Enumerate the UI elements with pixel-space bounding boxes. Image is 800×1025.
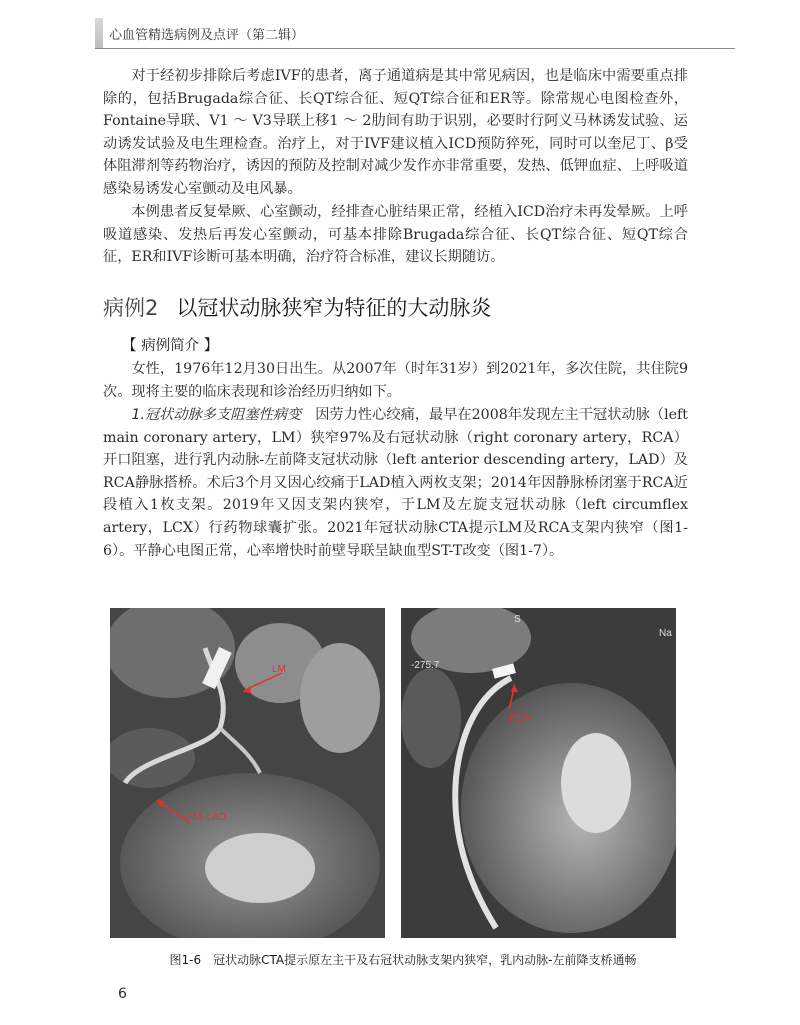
page-number: 6 (118, 986, 127, 1002)
cta-image-right (401, 608, 676, 938)
figure-caption: 图1-6 冠状动脉CTA提示原左主干及右冠状动脉支架内狭窄，乳内动脉-左前降支桥通畅 (169, 953, 637, 967)
page-header (95, 18, 735, 49)
label-lima-lad: LIMA-LAD (180, 812, 227, 823)
running-header-title: 心血管精选病例及点评（第二辑） (109, 28, 305, 43)
cta-right-graphic (401, 608, 676, 938)
case-number: 病例2 (103, 296, 159, 320)
label-s: S (514, 614, 521, 625)
label-lm: LM (272, 664, 286, 675)
label-na: Na (659, 628, 672, 639)
paragraph-ivf-discussion: 对于经初步排除后考虑IVF的患者，离子通道病是其中常见病因，也是临床中需要重点排除的，包括Brugada综合征、长QT综合征、短QT综合征和ER等。除常规心电图检查外，Fontaine导联、V1 ～ V3导联上移1 ～ 2肋间有助于识别，必要时行阿义马林诱发试验、运动诱发试验及电生理检查。治疗上，对于IVF建议植入ICD预防猝死，同时可以奎尼丁、β受体阻滞剂等药物治疗，诱因的预防及控制对减少发作亦非常重要，发热、低钾血症、上呼吸道感染易诱发心室颤动及电风暴。 (103, 68, 688, 197)
case-title: 以冠状动脉狭窄为特征的大动脉炎 (176, 296, 492, 320)
cta-image-left (110, 608, 385, 938)
case-heading (103, 292, 491, 322)
header-accent-bar (95, 18, 103, 48)
cta-left-graphic (110, 608, 385, 938)
item1-text: 因劳力性心绞痛，最早在2008年发现左主干冠状动脉（left main coronary artery，LM）狭窄97%及右冠状动脉（right coronary artery，RCA）开口阻塞，进行乳内动脉-左前降支冠状动脉（left anterior descending artery，LAD）及RCA静脉搭桥。术后3个月又因心绞痛于LAD植入两枚支架；2014年因静脉桥闭塞于RCA近段植入1枚支架。2019年又因支架内狭窄，于LM及左旋支冠状动脉（left circumflex artery，LCX）行药物球囊扩张。2021年冠状动脉CTA提示LM及RCA支架内狭窄（图1-6）。平静心电图正常，心率增快时前壁导联呈缺血型ST-T改变（图1-7）。 (103, 407, 688, 559)
case-intro-label: 【 病例简介 】 (122, 338, 219, 354)
paragraph-patient-intro: 女性，1976年12月30日出生。从2007年（时年31岁）到2021年，多次住院，共住院9次。现将主要的临床表现和诊治经历归纳如下。 (103, 361, 688, 400)
item1-title: 1.冠状动脉多支阻塞性病变 (131, 407, 302, 423)
label-measure: -275.7 (411, 660, 440, 671)
label-rca: RCA (509, 713, 531, 724)
paragraph-case-summary: 本例患者反复晕厥、心室颤动，经排查心脏结果正常，经植入ICD治疗未再发晕厥。上呼吸道感染、发热后再发心室颤动，可基本排除Brugada综合征、长QT综合征、短QT综合征，ER和IVF诊断可基本明确，治疗符合标准，建议长期随访。 (103, 204, 688, 266)
paragraph-coronary-lesions (103, 404, 688, 562)
